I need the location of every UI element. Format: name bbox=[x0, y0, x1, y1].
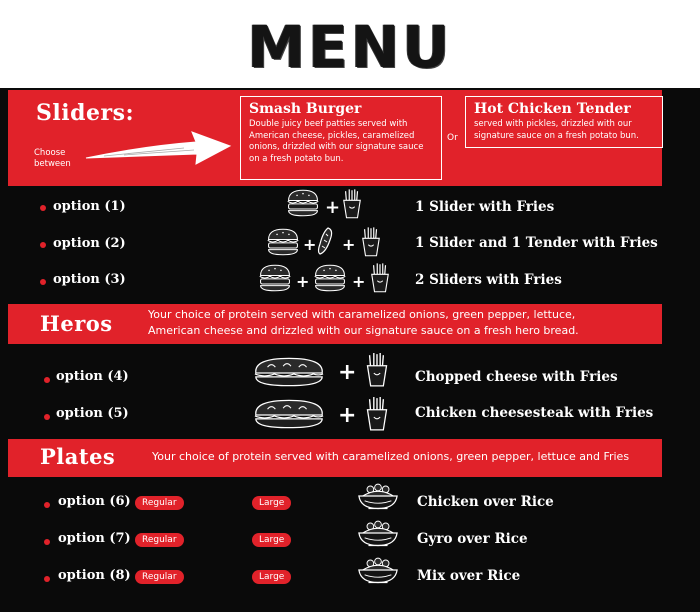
regular-size-badge: Regular bbox=[135, 496, 184, 510]
burger-icon bbox=[258, 263, 292, 293]
choose-between-label: Choose between bbox=[34, 148, 71, 169]
plus-icon: + bbox=[352, 272, 366, 291]
plates-desc: Your choice of protein served with caramelized onions, green pepper, lettuce and Fries bbox=[152, 450, 630, 463]
heros-desc-line-1: Your choice of protein served with caramelized onions, green pepper, lettuce, bbox=[148, 308, 576, 321]
fries-icon bbox=[364, 352, 390, 388]
fries-icon bbox=[369, 262, 391, 294]
plus-icon: + bbox=[296, 272, 310, 291]
smash-burger-box bbox=[240, 96, 442, 180]
heros-section-band bbox=[8, 304, 662, 344]
option-5-label: option (5) bbox=[56, 406, 129, 421]
hot-chicken-tender-title: Hot Chicken Tender bbox=[474, 101, 631, 117]
or-label: Or bbox=[447, 133, 458, 143]
smash-burger-title: Smash Burger bbox=[249, 101, 362, 117]
option-2-label: option (2) bbox=[53, 236, 126, 251]
menu-title: MENU bbox=[247, 13, 453, 81]
option-7-label: option (7) bbox=[58, 531, 131, 546]
plus-icon: + bbox=[338, 403, 357, 428]
plate-icon bbox=[357, 556, 399, 586]
bullet-dot bbox=[44, 414, 50, 420]
bullet-dot bbox=[40, 205, 46, 211]
option-1-label: option (1) bbox=[53, 199, 126, 214]
fries-icon bbox=[364, 396, 390, 432]
option-8-desc: Mix over Rice bbox=[417, 568, 521, 584]
arrow-icon bbox=[84, 128, 234, 168]
fries-icon bbox=[341, 188, 363, 220]
plus-icon: + bbox=[338, 360, 357, 385]
heros-title: Heros bbox=[40, 311, 113, 336]
large-size-badge: Large bbox=[252, 570, 291, 584]
regular-size-badge: Regular bbox=[135, 533, 184, 547]
option-5-desc: Chicken cheesesteak with Fries bbox=[415, 405, 654, 421]
large-size-badge: Large bbox=[252, 533, 291, 547]
option-4-desc: Chopped cheese with Fries bbox=[415, 369, 618, 385]
plus-icon: + bbox=[303, 235, 317, 254]
bullet-dot bbox=[40, 279, 46, 285]
option-7-desc: Gyro over Rice bbox=[417, 531, 528, 547]
option-4-label: option (4) bbox=[56, 369, 129, 384]
option-8-label: option (8) bbox=[58, 568, 131, 583]
option-3-label: option (3) bbox=[53, 272, 126, 287]
plus-icon: + bbox=[325, 197, 341, 218]
option-2-desc: 1 Slider and 1 Tender with Fries bbox=[415, 235, 658, 251]
bullet-dot bbox=[44, 377, 50, 383]
menu-header bbox=[0, 0, 700, 88]
burger-icon bbox=[266, 227, 300, 257]
plus-icon: + bbox=[342, 235, 356, 254]
plates-title: Plates bbox=[40, 444, 116, 469]
option-6-desc: Chicken over Rice bbox=[417, 494, 554, 510]
smash-burger-desc: Double juicy beef patties served with American cheese, pickles, caramelized onions, drizzled with our signature sauce on a fresh potato bun. bbox=[249, 119, 424, 164]
hot-chicken-tender-desc: served with pickles, drizzled with our signature sauce on a fresh potato bun. bbox=[474, 119, 639, 141]
bullet-dot bbox=[44, 502, 50, 508]
sliders-section-band bbox=[8, 90, 662, 186]
large-size-badge: Large bbox=[252, 496, 291, 510]
bullet-dot bbox=[44, 539, 50, 545]
hero-sandwich-icon bbox=[250, 397, 328, 431]
option-6-label: option (6) bbox=[58, 494, 131, 509]
burger-icon bbox=[313, 263, 347, 293]
hot-chicken-tender-box bbox=[465, 96, 663, 148]
bullet-dot bbox=[44, 576, 50, 582]
heros-desc-line-2: American cheese and drizzled with our signature sauce on a fresh hero bread. bbox=[148, 324, 579, 337]
option-1-desc: 1 Slider with Fries bbox=[415, 199, 555, 215]
burger-icon bbox=[286, 188, 320, 218]
sliders-title: Sliders: bbox=[36, 100, 135, 126]
option-3-desc: 2 Sliders with Fries bbox=[415, 272, 562, 288]
hero-sandwich-icon bbox=[250, 355, 328, 389]
fries-icon bbox=[360, 226, 382, 258]
chicken-tender-icon bbox=[316, 226, 336, 256]
plates-section-band bbox=[8, 439, 662, 477]
bullet-dot bbox=[40, 242, 46, 248]
regular-size-badge: Regular bbox=[135, 570, 184, 584]
plate-icon bbox=[357, 482, 399, 512]
plate-icon bbox=[357, 519, 399, 549]
